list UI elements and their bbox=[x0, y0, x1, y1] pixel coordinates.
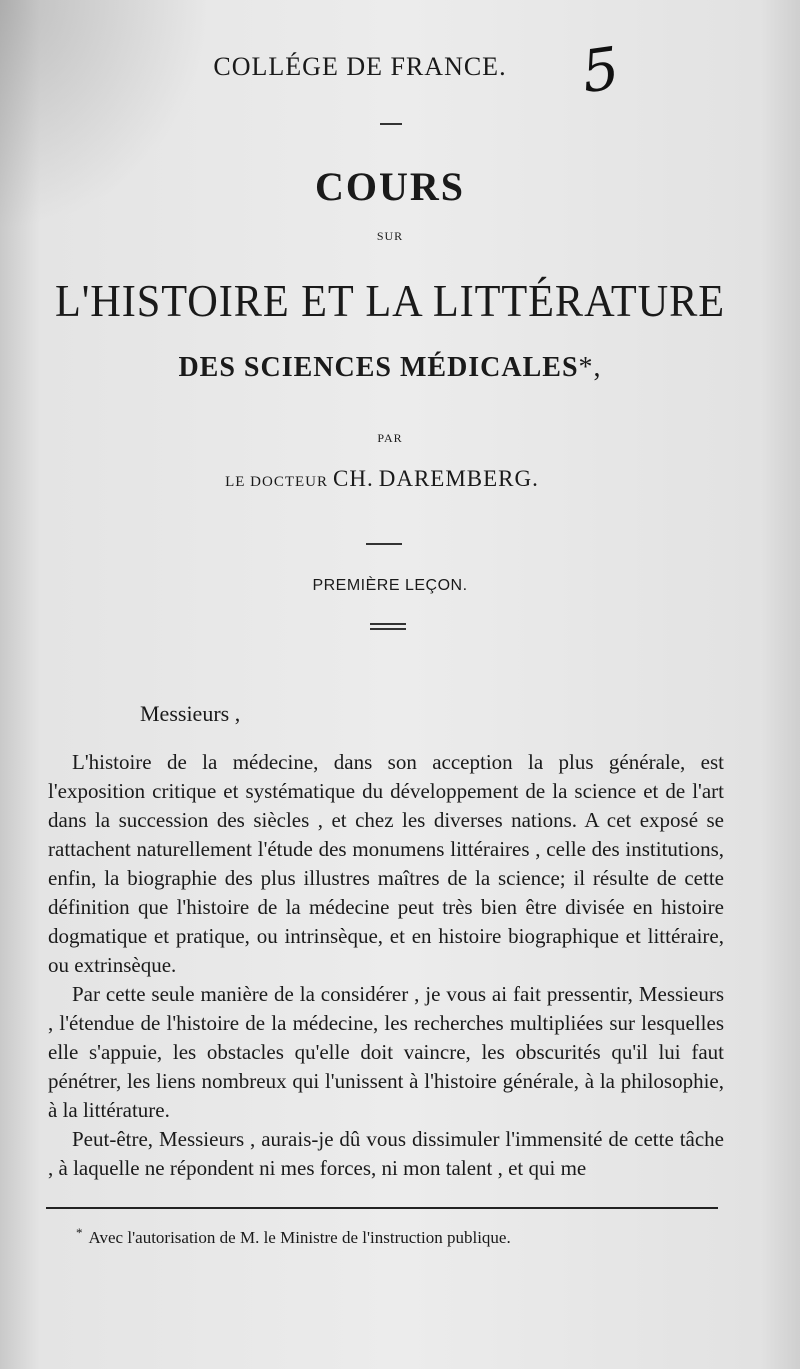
subtitle-text: DES SCIENCES MÉDICALES bbox=[178, 352, 579, 383]
footnote-mark: * bbox=[76, 1225, 83, 1240]
short-divider bbox=[380, 123, 402, 125]
footnote-rule bbox=[46, 1207, 718, 1209]
author-name: DAREMBERG. bbox=[378, 466, 539, 491]
author-initial: CH. bbox=[333, 466, 374, 491]
paragraph: L'histoire de la médecine, dans son acception la plus générale, est l'exposition critique et systématique du développement de la science et de l'art dans la succession des siècles , et chez les diverses nations. A cet exposé se rattachent naturellement l'étude des monumens littéraires , celle des institutions, enfin, la biographie des plus illustres maîtres de la science; il résulte de cette définition que l'histoire de la médecine peut très bien être divisée en histoire dogmatique et pratique, ou intrinsèque, et en histoire biographique et littéraire, ou extrinsèque. bbox=[48, 750, 724, 977]
lecon-heading: PREMIÈRE LEÇON. bbox=[312, 577, 468, 594]
title-cours: COURS bbox=[314, 164, 466, 209]
paragraph: Par cette seule manière de la considérer , je vous ai fait pressentir, Messieurs , l'étendue de l'histoire de la médecine, les recherches multipliées sur lesquelles elle s'appuie, les obstacles qu'elle doit vaincre, les obscurités qu'il lui faut pénétrer, les liens nombreux qui l'unissent à l'histoire générale, à la philosophie, à la littérature. bbox=[48, 982, 724, 1122]
handwritten-folio-number: 5 bbox=[577, 33, 624, 107]
body-text bbox=[48, 748, 724, 1183]
salutation: Messieurs , bbox=[140, 701, 241, 726]
title-main: L'HISTOIRE ET LA LITTÉRATURE bbox=[54, 275, 726, 326]
author-prefix: LE DOCTEUR bbox=[225, 474, 329, 490]
paragraph: Peut-être, Messieurs , aurais-je dû vous dissimuler l'immensité de cette tâche , à laquelle ne répondent ni mes forces, ni mon talent , et qui me bbox=[48, 1127, 724, 1180]
footnote bbox=[76, 1225, 511, 1248]
footnote-text: Avec l'autorisation de M. le Ministre de l'instruction publique. bbox=[88, 1228, 511, 1247]
title-sur: SUR bbox=[376, 229, 404, 243]
author-line bbox=[0, 466, 782, 492]
double-divider bbox=[370, 623, 406, 633]
title-par: PAR bbox=[377, 431, 403, 445]
institution-heading: COLLÉGE DE FRANCE. bbox=[213, 52, 507, 81]
title-subtitle bbox=[0, 352, 790, 384]
mid-divider bbox=[366, 543, 402, 545]
subtitle-footnote-mark: *, bbox=[578, 352, 602, 383]
